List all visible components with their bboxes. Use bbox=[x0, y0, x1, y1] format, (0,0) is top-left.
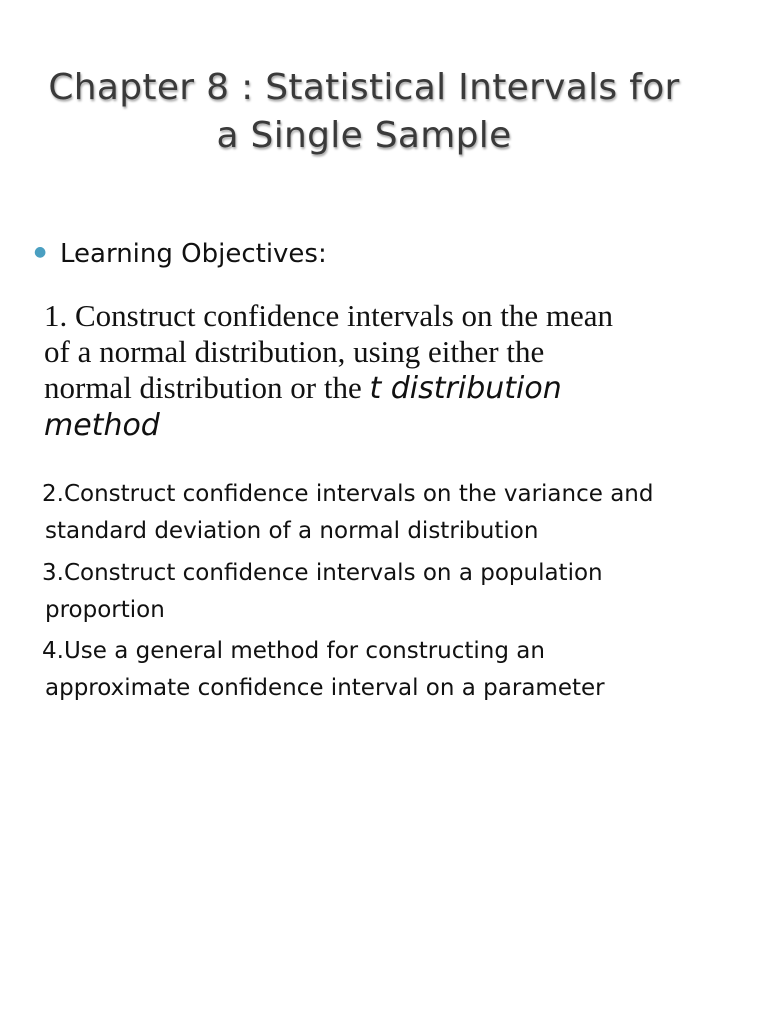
objective-3-line-2: proportion bbox=[45, 597, 165, 623]
slide-title-line-1: Chapter 8 : Statistical Intervals for bbox=[48, 67, 680, 108]
objective-4-line-1: 4.Use a general method for constructing an bbox=[42, 638, 545, 664]
slide-title-line-2: a Single Sample bbox=[216, 115, 512, 156]
objective-2-line-1: 2.Construct confidence intervals on the variance and bbox=[42, 481, 654, 507]
objective-1-italic-term: t distribution bbox=[369, 371, 562, 406]
objective-1-line-2: of a normal distribution, using either the bbox=[44, 334, 545, 369]
objective-1-line-3: normal distribution or the bbox=[44, 370, 362, 405]
objective-3-line-1: 3.Construct confidence intervals on a population bbox=[42, 560, 603, 586]
objective-4 bbox=[42, 633, 732, 707]
objective-3 bbox=[42, 555, 732, 629]
objectives-heading-text: Learning Objectives: bbox=[60, 239, 327, 269]
objective-2-line-2: standard deviation of a normal distribution bbox=[45, 518, 539, 544]
objective-4-line-2: approximate confidence interval on a parameter bbox=[45, 675, 605, 701]
objective-2 bbox=[42, 476, 732, 550]
objective-1-line-1: 1. Construct confidence intervals on the mean bbox=[44, 298, 614, 333]
objective-1-line-4: method bbox=[44, 408, 160, 443]
bullet-icon: ● bbox=[34, 243, 47, 260]
objectives-heading bbox=[34, 236, 327, 273]
slide-title bbox=[0, 64, 728, 160]
objective-1 bbox=[44, 298, 724, 444]
